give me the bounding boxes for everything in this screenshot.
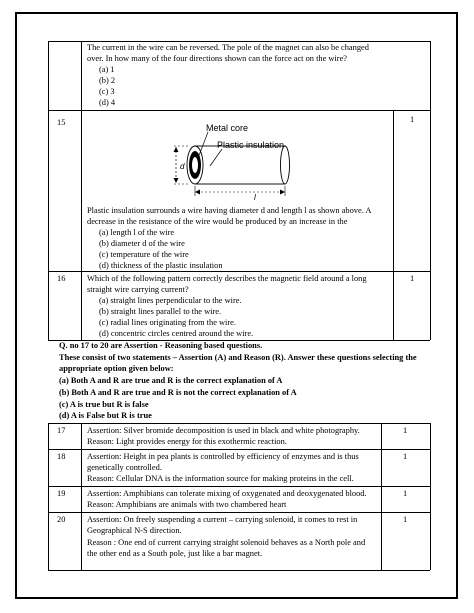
question-text: Plastic insulation surrounds a wire having diameter d and length l as shown above. A — [87, 206, 372, 215]
question-marks: 1 — [403, 489, 408, 498]
question-marks: 1 — [403, 426, 408, 435]
plastic-insulation-label: Plastic insulation — [217, 140, 285, 150]
option-d: (d) thickness of the plastic insulation — [99, 261, 223, 270]
option-a: (a) 1 — [99, 65, 115, 74]
table-rule — [48, 449, 430, 450]
option-a: (a) straight lines perpendicular to the wire. — [99, 296, 242, 305]
question-number: 18 — [57, 452, 66, 461]
option-d: (d) concentric circles centred around the wire. — [99, 329, 254, 338]
section-instructions: These consist of two statements – Assertion (A) and Reason (R). Answer these questions selecting the — [59, 353, 417, 362]
question-marks: 1 — [410, 274, 415, 283]
answer-option-a: (a) Both A and R are true and R is the correct explanation of A — [59, 376, 283, 385]
question-text: over. In how many of the four directions shown can the force act on the wire? — [87, 54, 348, 63]
table-rule — [48, 423, 430, 424]
question-text: Which of the following pattern correctly describes the magnetic field around a long — [87, 274, 367, 283]
diameter-label: d — [180, 162, 185, 171]
option-b: (b) diameter d of the wire — [99, 239, 185, 248]
section-instructions: appropriate option given below: — [59, 364, 174, 373]
question-number: 20 — [57, 515, 66, 524]
reason-text: Reason : One end of current carrying straight solenoid behaves as a North pole and — [87, 538, 366, 547]
length-label: l — [254, 193, 256, 202]
option-b: (b) 2 — [99, 76, 116, 85]
question-number: 17 — [57, 426, 66, 435]
question-text: straight wire carrying current? — [87, 285, 189, 294]
assertion-text: Assertion: On freely suspending a current – carrying solenoid, it comes to rest in — [87, 515, 358, 524]
option-c: (c) 3 — [99, 87, 115, 96]
assertion-text: Assertion: Height in pea plants is controlled by efficiency of enzymes and is thus — [87, 452, 359, 461]
option-b: (b) straight lines parallel to the wire. — [99, 307, 222, 316]
table-rule — [48, 486, 430, 487]
reason-text: Reason: Amphibians are animals with two chambered heart — [87, 500, 287, 509]
option-d: (d) 4 — [99, 98, 116, 107]
reason-text: Reason: Cellular DNA is the information source for making proteins in the cell. — [87, 474, 354, 483]
option-c: (c) radial lines originating from the wire. — [99, 318, 236, 327]
assertion-text: Assertion: Silver bromide decomposition is used in black and white photography. — [87, 426, 360, 435]
table-rule — [81, 423, 82, 570]
option-a: (a) length l of the wire — [99, 228, 175, 237]
option-c: (c) temperature of the wire — [99, 250, 189, 259]
table-rule — [430, 41, 431, 340]
question-text: decrease in the resistance of the wire would be produced by an increase in the — [87, 217, 348, 226]
question-number: 15 — [57, 118, 66, 127]
answer-option-d: (d) A is False but R is true — [59, 411, 152, 420]
table-rule — [48, 423, 49, 570]
table-rule — [48, 41, 49, 340]
wire-insulation-figure — [170, 120, 300, 205]
question-marks: 1 — [403, 515, 408, 524]
assertion-text: Geographical N-S direction. — [87, 526, 182, 535]
question-marks: 1 — [410, 115, 415, 124]
answer-option-c: (c) A is true but R is false — [59, 400, 149, 409]
section-title: Q. no 17 to 20 are Assertion - Reasoning based questions. — [59, 341, 263, 350]
assertion-text: Assertion: Amphibians can tolerate mixing of oxygenated and deoxygenated blood. — [87, 489, 367, 498]
table-rule — [48, 110, 430, 111]
table-rule — [48, 41, 430, 42]
question-number: 19 — [57, 489, 66, 498]
question-marks: 1 — [403, 452, 408, 461]
reason-text: Reason: Light provides energy for this exothermic reaction. — [87, 437, 287, 446]
answer-option-b: (b) Both A and R are true and R is not the correct explanation of A — [59, 388, 297, 397]
table-rule — [48, 512, 430, 513]
table-rule — [430, 423, 431, 570]
metal-core-label: Metal core — [206, 123, 249, 133]
table-rule — [381, 423, 382, 570]
question-number: 16 — [57, 274, 66, 283]
question-text: The current in the wire can be reversed. The pole of the magnet can also be changed — [87, 43, 369, 52]
assertion-text: genetically controlled. — [87, 463, 162, 472]
table-rule — [48, 570, 430, 571]
table-rule — [81, 41, 82, 340]
reason-text: the other end as a South pole, just like a bar magnet. — [87, 549, 263, 558]
table-rule — [393, 110, 394, 340]
